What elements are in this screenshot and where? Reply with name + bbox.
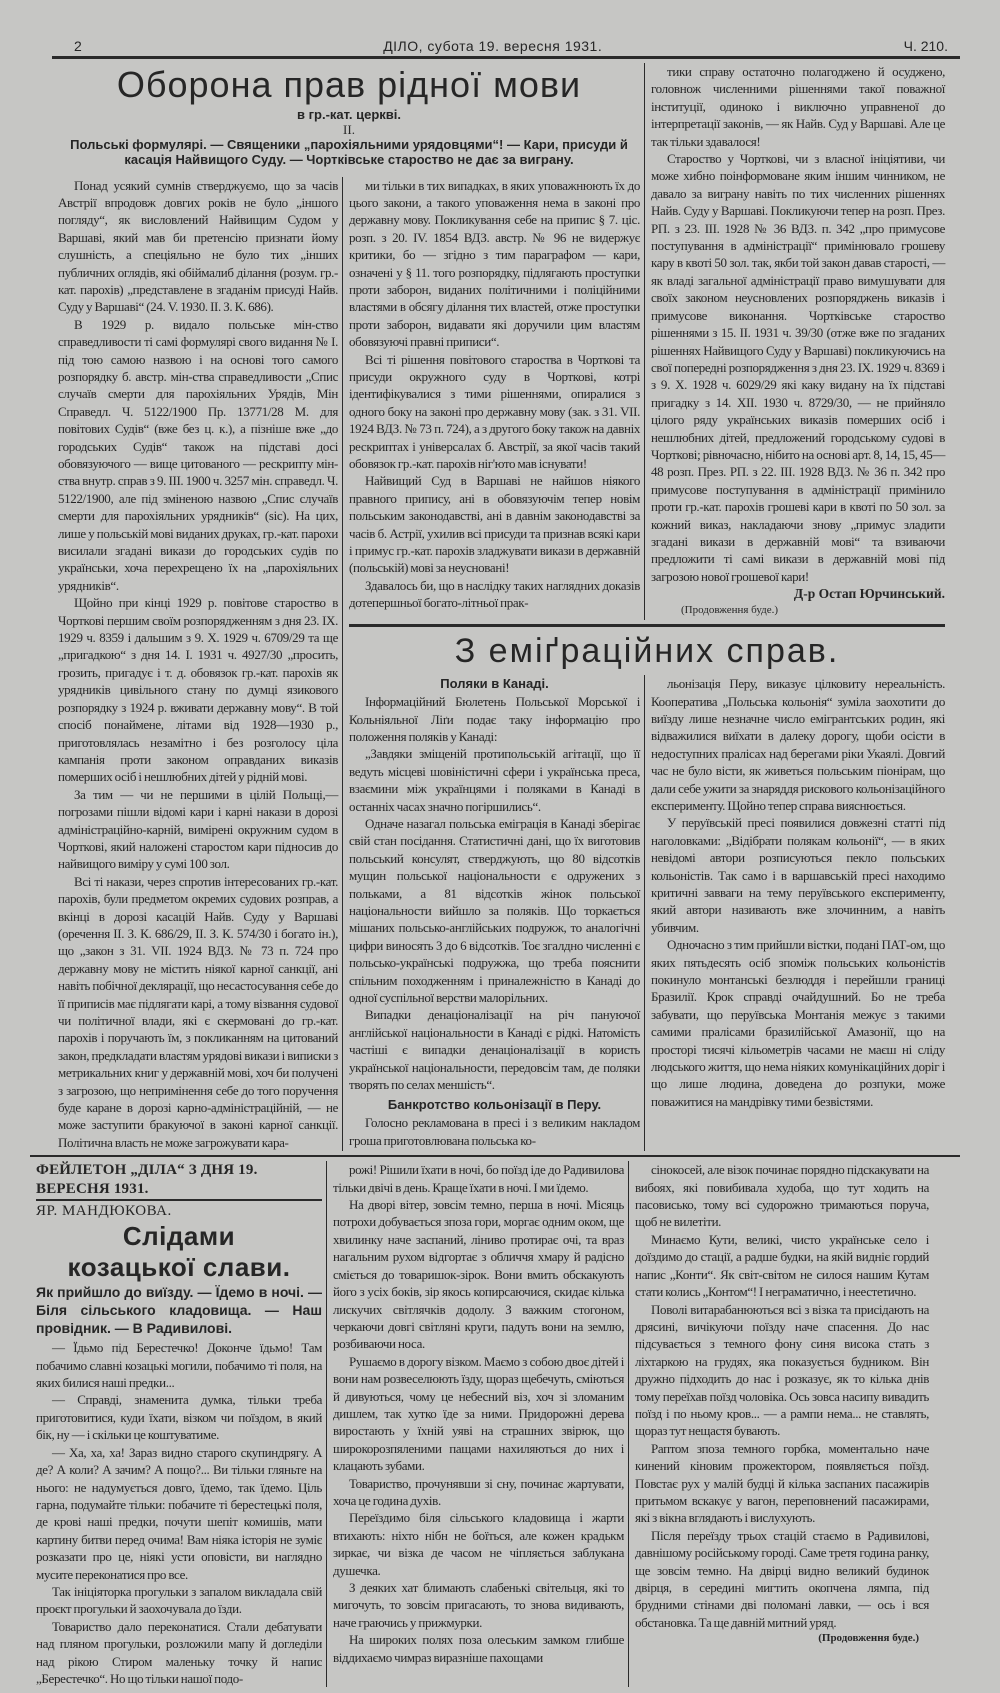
paragraph: сінокосей, але візок починає порядно підскакувати на вибоях, які повибивала худоба, що тут ходить на пасовисько, тому всі судорожно тримаються поруча, щоб не вилетіти.: [635, 1162, 929, 1230]
paragraph: — Їдьмо під Берестечко! Доконче їдьмо! Там побачимо славні козацькі могили, побачимо ті поля, на яких билися наші предки...: [36, 1340, 322, 1391]
paragraph: Після переїзду трьох стацій стаємо в Радивилові, давнішому російському городі. Саме третя година ранку, ще зовсім темно. На двірці видно великий будинок двірця, в середині мигтить окопчена лямпа, під брудними стінами дві поломані лавки, — ось і вся обстановка. Та ще давній митний уряд.: [635, 1527, 929, 1630]
article-part: II.: [343, 122, 355, 137]
paragraph: З деяких хат блимають слабенькі світельця, які то мигочуть, то зовсім пригасають, то знова видивають, наче граючись у прижмурки.: [333, 1580, 624, 1630]
article2-column-1: [349, 693, 640, 1093]
article-summary: Польські формулярі. — Священики „парохіяльними урядовцями“! — Кари, присуди й касація Найвищого Суду. — Чортківське староство не дає за виграну.: [70, 137, 628, 167]
paragraph: Щойно при кінці 1929 р. повітове староство в Чорткові першим своїм розпорядженням з дня 23. IX. 1929 ч. 8359 і дальшим з 9. X. 1929 ч. 6709/29 та ще „пригадкою“ з дня 14. I. 1931 ч. 4927/30 „просить, грозить, пригадує і т. д. обовязок гр.-кат. парохів як урядників цивільного стану по думці язикового розпорядку з 1924 р. вживати державну мову“. В той спосіб понаймене, літами від 1928—1930 р., приготовлялась незамітно і без розголосу ціла кампанія проти законом оправданих виказів померших осіб і нешлюбних дітей у рідній мові.: [58, 595, 338, 785]
paragraph: рожі! Рішили їхати в ночі, бо поїзд іде до Радивилова тільки двічі в день. Краще їхати в ночі. І ми їдемо.: [333, 1162, 624, 1195]
article1-heading-block: [52, 63, 644, 177]
paragraph: Товариство дало переконатися. Стали дебатувати над пляном прогульки, розложили мапу й догледіли над рікою Стиром маленьку точку й напис „Берестечко“. Но що тільки нашої подо-: [36, 1618, 322, 1686]
article1-column-1: [52, 177, 342, 1152]
paragraph: Так ініціяторка прогульки з запалом викладала свій проєкт прогульки й заохочувала до їзди.: [36, 1583, 322, 1617]
paragraph: Староство у Чорткові, чи з власної ініціятиви, чи може хибно поінформоване яким іншим чинником, не давало за виграну навіть по тих численних рішеннях Найв. Суду у Варшаві. Покликуючи тепер на розп. През. РП. з 23. III. 1928 № 36 ВДЗ. п. 342 „про примусове поступування в адміністрації“ примінювало грошеву кару в квоті 50 зол. так, якби той закон давав старості, — як владі загальної адміністрації право вимушувати для своїх законом неусновлених розпоряджень виказів і примусове виконання. Чортківське староство рішеннями з 15. II. 1931 ч. 39/30 (отже вже по згаданих рішеннях Найвищого Суду у Варшаві) покликуючись на свої попередні розпорядження з дня 23. IX. 1929 ч. 8369 і з 9. X. 1928 ч. 6029/29 які каку видану на їх підставі пригадку з 14. XII. 1930 ч. 8729/30, — не прийняло цілого ряду українських виказів померших осіб і нешлюбних дітей, предложений городському судові в Чорткові; рівночасно, нібито на основі арт. 8, 14, 15, 45—48 розп. През. РП. з 22. III. 1928 ВДЗ. № 36 п. 342 про примусове поступування в адміністрації примінило проти гр.-кат. парохів грошеві кари в квоті по 50 зол. за кожний виказ, накладаючи знову „примус зладити згадані викази в державній мові“ та взиваючи предложити ті самі викази в державній мові під загрозою нової грошевої кари!: [651, 151, 945, 584]
paragraph: Переїздимо біля сільського кладовища і жарти втихають: ніхто нібн не боїться, але кожен крадькм зиркає, чи візка де часом не чіпляється заблукана душечка.: [333, 1510, 624, 1578]
paragraph: Голосно рекламована в пресі і з великим накладом гроша приготовлювана польська ко-: [349, 1115, 640, 1148]
paragraph: На широких полях поза олеським замком глибше віддихаємо чимраз виразніше пахощами: [333, 1632, 624, 1665]
emigration-heading-cell: [342, 620, 949, 675]
section-heading-canada: Поляки в Канаді.: [440, 676, 549, 692]
paragraph: — Ха, ха, ха! Зараз видно старого скупиндрягу. А де? А коли? А зачим? А пощо?... Ви тільки гляньте на нього: не надумується довго, їдемо, так їдемо. Ціль гарна, подумайте тільки: побачите ті берестецькі поля, де крові наші предки, почути шепіт комишів, мати картину битви перед очима! Вам ніяка історія не зуміє розказати про це, ніякі усти оповісти, ви наглядно мусите переконатися про все.: [36, 1444, 322, 1582]
feuilleton-summary: Як прийшло до виїзду. — Їдемо в ночі. — Біля сільського кладовища. — Наш провідник. — В Радивилові.: [36, 1284, 322, 1337]
paragraph: Одночасно з тим прийшли вістки, подані ПАТ-ом, що яких пятьдесять осіб зпоміж польських кольоністів покинуло монтанські безлюддя і перейшли границі Бразилії. Крок справді очайдушний. Бо не треба забувати, що перуївська Монтанія межує з такими самими пралісами бразилійської Амазонії, що на просторі тисячі кільометрів часами не маєш ні сліду людського життя, що нема ніяких комунікаційних доріг і що лише людина, доведена до розпуки, може поважитися на мандрівку тими безвістями.: [651, 937, 945, 1109]
paragraph: Рушаємо в дорогу візком. Маємо з собою двоє дітей і вони нам розвеселюють їзду, щораз щебечуть, сміються й дивуються, чому це небесний віз, хоч зі зломаним дишлем, так хутко їде за ними. Придорожні дерева виростають у їхній уяві на страшних звірюк, що широкорозпяленими пащами нахиляються до них і клацають зубами.: [333, 1353, 624, 1474]
article1-column-3: [651, 63, 945, 585]
paragraph: Одначе назагал польська еміграція в Канаді зберігає свій стан посідання. Статистичні дані, що їх виготовив польський консулят, стверджують, що 80 відсотків мущин польської національности є одружених з польками, а 81 відсотків жінок польської національности вийшло за поляків. Що торкається мішаних польсько-англійських подружж, то аналогічні цифри виносять 3 до 6 відсотків. Тоє згалдно численні є польсько-українські подружжа, що треба пояснити спільним походженням і приналежністю в Канаді до одної суспільної верстви малорільних.: [349, 815, 640, 1006]
paragraph: Інформаційний Бюлетень Польської Морської і Кольніяльної Ліґи подає таку інформацію про положення поляків у Канаді:: [349, 694, 640, 744]
paragraph: Найвищий Суд в Варшаві не найшов ніякого правного припису, ані в обовязуючім тепер новім польським законодавстві, ані в давнім законодавстві за часів б. Астрії, ухилив всі присуди та признав всякі кари і примус гр.-кат. парохів зладжувати викази в державній (польській) мові за неусновані!: [349, 473, 640, 576]
paragraph: За тим — чи не першими в цілій Польщі,— погрозами пішли відомі кари і карні накази в дорозі адміністраційно-карній, вимірені окружним судом в Чорткові, який наложені старостом кари підносив до найвищого виміру у сумі 100 зол.: [58, 786, 338, 872]
paragraph: Здавалось би, що в наслідку таких наглядних доказів дотепершньої богато-літньої прак-: [349, 577, 640, 611]
paragraph: Поволі витарабанюються всі з візка та присідають на дрясині, вичікуючи поїзду наче спасення. До нас підсувається з темного фону синя висока стать з ліхтаркою на грудях, яка показується будником. Він дружно підходить до нас і розказує, як то кілька днів тому переїхав поїзд чоловіка. Ось зовса насипу вивадить поїзд і по ньому кров... — а рампи нема... не ставлять, щораз тут нещастя бувають.: [635, 1301, 929, 1439]
article-signature: Д-р Остап Юрчинський.: [793, 586, 945, 602]
continued-note: (Продовження буде.): [681, 604, 779, 617]
paragraph: Раптом зпоза темного горбка, моментально наче кинений кіновим прожектором, появляється поїзд. Повстає рух у малій будці й кілька заспаних пасажирів притьмом вскакує у вагон, переповнений пасажирами, які з вікна вглядають і вислухують.: [635, 1440, 929, 1526]
top-section: [52, 63, 960, 1151]
issue-number: Ч. 210.: [903, 38, 948, 54]
paragraph: На дворі вітер, зовсім темно, перша в ночі. Місяць потрохи добувається зпоза гори, моргає одним оком, ще хвилинку наче заспаний, ліниво протирає очі, та враз нагальним рухом відгортає з обличчя хмару й радісно сміється до товаришок-зірок. Вони вмить обскакують його з усіх боків, зір якось копирсаючися, скидає кілька лискучих світлячків додолу. З важким стогоном, черкаючи довгі світляні круги, падуть вони на землю, розбиваючи носа.: [333, 1197, 624, 1352]
feuilleton-section: [30, 1155, 960, 1687]
paragraph: льонізація Перу, виказує цілковиту нереальність. Кооператива „Польська кольонія“ зуміла заохотити до виїзду лише незначне число емігрантських родин, які відважилися виїхати в далеку дорогу, щоби осісти в недоступних пралісах над берегами ріки Укаялі. Довгий час не було вісти, як живеться польським піонірам, що дали себе ужити за знаряддя рискового кольонізаційного експерименту. Щойно тепер справа вияснюється.: [651, 676, 945, 813]
article1-column-2: [342, 177, 644, 621]
feuilleton-column-1-cell: [30, 1161, 326, 1687]
paragraph: В 1929 р. видало польське мін-ство справедливости ті самі формулярі свого видання № I. під тою самою назвою і на основі того самого розпорядку б. австр. мін-ства справедливости „Спис случаїв смерти для парохіяльних Урядів, Мін Справедл. Ч. 5122/1900 Пр. 13771/28 М. для повітових Судів“ (вже без ц. к.), а пізніше вже „до городських Судів“ також на підставі досі обовязуючого — вище цитованого — рескрипту мін-ства внутр. справ з 9. III. 1900 ч. 3257 мін. справедл. Ч. 5122/1900, але під зміненою назвою „Спис случаїв смерти для парохіяльних урядників“ (sic). На цих, лише у польській мові виданих друках, гр.-кат. парохи висилали згадані викази до городських судів по українськи, хоча перехрещено їх на „парохіяльних урядників“.: [58, 316, 338, 593]
paragraph: Всі ті рішення повітового староства в Чорткові та присуди окружного суду в Чорткові, котрі ідентифікувалися з тими рішеннями, опиралися з одного боку на законі про державну мову (зак. з 31. VII. 1924 ВДЗ. № 73 п. 724), а з другого боку також на давніх рескриптах і універсалах б. Австрії, за якої часів такий обовязок гр.-кат. парохів ніг'юто мав існувати!: [349, 351, 640, 472]
feuilleton-banner: ФЕЙЛЕТОН „ДІЛА“ З ДНЯ 19. ВЕРЕСНЯ 1931.: [36, 1161, 322, 1201]
article2-column-1-end: [349, 1114, 640, 1149]
feuilleton-author: ЯР. МАНДЮКОВА.: [36, 1203, 172, 1220]
article2-column-1-cell: [342, 675, 644, 1151]
article-subtitle: в гр.-кат. церкві.: [297, 107, 401, 122]
feuilleton-column-3: [635, 1161, 929, 1631]
paragraph: „Завдяки зміщеній протипольській агітації, що її ведуть місцеві шовіністичні сфери і українська преса, взаємини між українцями і поляками в Канаді в останніх часах значно погіршились“.: [349, 746, 640, 814]
paragraph: Всі ті накази, через спротив інтересованих гр.-кат. парохів, були предметом окремих судових розправ, а вкінці в дорозі касацій Найв. Суду у Варшаві (оречення II. З. К. 686/29, II. З. К. 574/30 і богато ін.), що „закон з 31. VII. 1924 ВДЗ. № 73 п. 724 про державну мову не містить ніякої карної санкції, ані навіть побічної деклярації, що несастосування себе до її приписів має підлягати карі, а тому візвання судової чи політичної влади, які є скермовані до гр.-кат. парохів і поручають їм, з покликанням на цитований закон, предкладати властям урядові викази і виписки з метрикальних книг у державній мові, хоч би получені з загрозою, що непримінення себе до того поручення буде каране в дорозі карно-адміністраційній, — не може заступити бракуючої в законі карної санкції. Політична власть не може загрожувати кара-: [58, 873, 338, 1150]
masthead: ДІЛО, субота 19. вересня 1931.: [383, 38, 603, 54]
article2-column-2: [644, 675, 949, 1151]
feuilleton-column-1: [36, 1339, 322, 1687]
page-number: 2: [74, 38, 82, 54]
article1-column-3-cell: [644, 63, 949, 620]
paragraph: У перуївській пресі появилися довжезні статті під наголовками: „Відібрати полякам кольонії“, — в яких невідомі автори розписуються пекло польських кольоністів. Так само і в варшавській пресі находимо критичні завваги на тему перуївського експерименту, який автори називають вже злочинним, а навіть убивчим.: [651, 815, 945, 935]
paragraph: тики справу остаточно полагоджено й осуджено, головнож численними рішеннями такої поважної інституції, одиноко і виключно управненої до інтерпретації законів, — як Найв. Суд у Варшаві. Але це так тільки здавалося!: [651, 64, 945, 149]
paragraph: Понад усякий сумнів стверджуємо, що за часів Австрії впродовж довгих років не було „іншого погляду“, як висловлений Найвищим Судом у Варшаві, який мав би претенсію признати йому слушність, а спеціяльно не було тих „інших публичних оглядів, які обіймалиб ділання (розум. гр.-кат. парохів) „представлене в згаданім присуді Найв. Суду у Варшаві“ (24. V. 1930. II. З. К. 686).: [58, 177, 338, 315]
page-header: [52, 38, 960, 59]
emigration-headline: З еміґраційних справ.: [349, 624, 945, 673]
continued-note: (Продовження буде.): [818, 1632, 919, 1645]
paragraph: Минаємо Кути, великі, чисто українське село і доїздимо до стації, а радше будки, на якій видніє гордий напис „Конти“. Як світ-світом не силося нашим Кутам стати колись „Контом“! І неграматично, і неестетично.: [635, 1231, 929, 1300]
feuilleton-title: Слідами козацької слави.: [67, 1221, 291, 1283]
article-headline: Оборона прав рідної мови: [116, 64, 582, 105]
feuilleton-column-2: [326, 1161, 628, 1687]
paragraph: Товариство, прочунявши зі сну, починає жартувати, хоча це година духів.: [333, 1475, 624, 1508]
paragraph: ми тільки в тих випадках, в яких уповажнюють їх до цього закони, а такого уповаження нема в законі про державну мову. Покликування себе на припис § 7. ціс. розп. з 20. IV. 1854 ВДЗ. австр. № 96 не видержує критики, бо — згідно з тим параграфом — кари, означені у § 11. того розпорядку, підлягають проступки проти заборон, виданих політичними і поліційними властями в обсягу ділання тих властей, отже проступки проти заборон, видавати які доручили цим властям обовязуючі правні приписи“.: [349, 177, 640, 350]
feuilleton-column-3-cell: [628, 1161, 933, 1687]
paragraph: Випадки денаціоналізації на річ пануючої англійської національности в Канаді є рідкі. Натомість частіші є випадки денаціоналізації в користь української національности, передовсім там, де поляки творять по селах меншість“.: [349, 1007, 640, 1093]
section-heading-peru: Банкротство кольонізації в Перу.: [387, 1097, 602, 1113]
paragraph: — Справді, знаменита думка, тільки треба приготовитися, куди їхати, візком чи поїздом, в який бік, ну — і скільки це коштуватиме.: [36, 1392, 322, 1443]
